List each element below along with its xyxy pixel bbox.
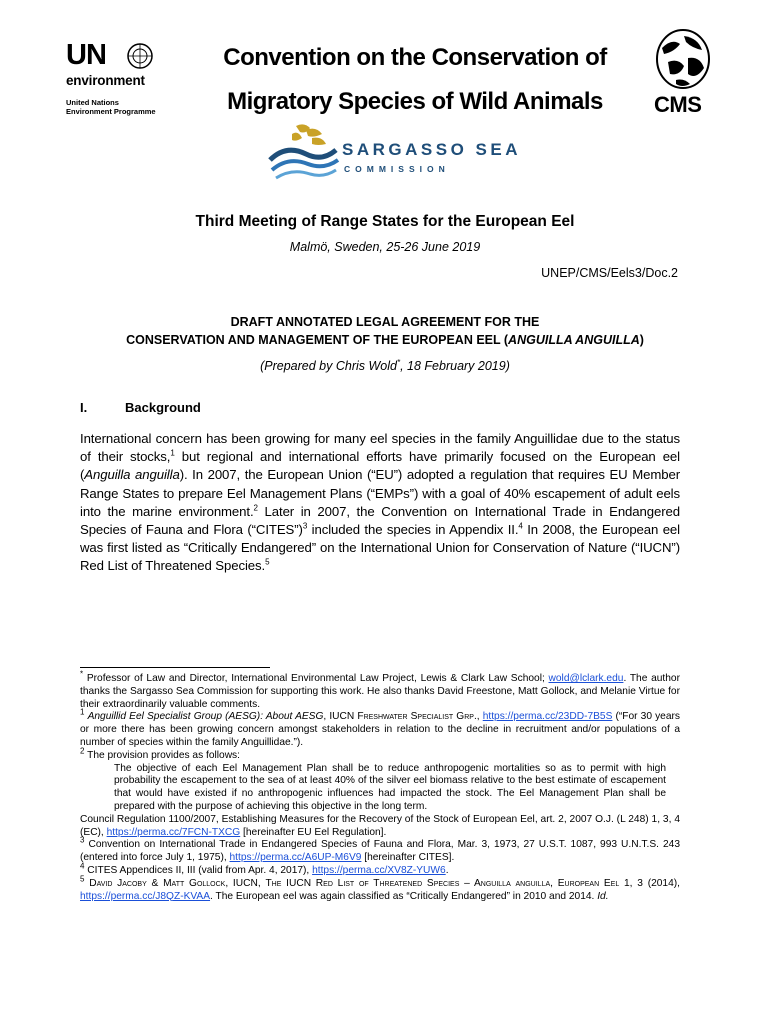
footnote-text: , (476, 711, 483, 723)
footnote-text: (“For 30 years or more there has been growing concern amongst stakeholders in relation to the decline in recruitment and/or populations of a number of species within the family Anguillidae.”). (80, 711, 680, 748)
draft-line2-species: ANGUILLA ANGUILLA (508, 333, 640, 347)
footnote-ref-5[interactable]: 5 (265, 558, 270, 568)
footnote-text: Convention on International Trade in Endangered Species of Fauna and Flora, Mar. 3, 1973, 27 U.S.T. 1087, 993 U.N.T.S. 243 (entered into force July 1, 1975), (80, 839, 680, 864)
section-number: I. (80, 400, 88, 415)
footnote-mark: 2 (80, 746, 85, 756)
email-link[interactable]: wold@lclark.edu (548, 673, 624, 684)
footnote-4 (80, 861, 680, 878)
prepared-by (0, 359, 770, 373)
background-paragraph (80, 430, 680, 576)
footnote-mark: 5 (80, 874, 85, 884)
footnote-smallcaps: David Jacoby & Matt Gollock (84, 877, 226, 889)
un-emblem-icon (126, 42, 154, 70)
un-environment-logo (66, 40, 166, 120)
footnote-italic: Id. (597, 890, 609, 902)
footnote-2-citation (80, 814, 680, 840)
footnote-star (80, 669, 680, 711)
footnote-mark: 4 (80, 861, 85, 871)
body-text-4: Later in 2007, the Convention on International Trade in Endangered Species of Fauna and Flora (“CITES”) (80, 503, 680, 538)
footnote-text: . The European eel was again classified as “Critically Endangered” in 2010 and 2014. (210, 890, 598, 902)
title-line-2: Migratory Species of Wild Animals (227, 88, 603, 115)
footnote-text: Professor of Law and Director, International Environmental Law Project, Lewis & Clark Law School; (83, 673, 549, 684)
cms-globe-icon (650, 28, 716, 90)
body-text-5: included the species in Appendix II. (307, 522, 519, 538)
sargasso-sea-logo (266, 120, 526, 190)
environment-text: environment (66, 73, 145, 88)
footnote-text: Council Regulation 1100/2007, Establishing Measures for the Recovery of the Stock of European Eel, art. 2, 2007 O.J. (L 248) 1, 3, 4 (EC), (80, 813, 680, 838)
footnote-ref-3[interactable]: 3 (302, 521, 308, 531)
perma-link-2[interactable]: https://perma.cc/7FCN-TXCG (106, 826, 241, 838)
footnote-2-quote: The objective of each Eel Management Plan shall be to reduce anthropogenic mortalities so as to permit with high probability the escapement to the sea of at least 40% of the silver eel biomass relative to the best estimate of escapement that would have existed if no anthropogenic influences had impacted the stock. The Eel Management Plan shall be prepared with the purpose of achieving this objective in the long term. (114, 762, 666, 812)
footnote-5 (80, 874, 680, 904)
footnote-1 (80, 708, 680, 749)
footnote-divider (80, 667, 270, 668)
unep-line-1: United Nations (66, 98, 119, 107)
footnote-star-ref[interactable]: * (396, 357, 401, 367)
prepared-by-date: , 18 February 2019) (400, 359, 510, 373)
footnote-ref-2[interactable]: 2 (253, 503, 258, 513)
perma-link-3[interactable]: https://perma.cc/A6UP-M6V9 (229, 852, 362, 864)
draft-title-line-2 (60, 331, 710, 349)
body-text-2: but regional and international efforts have primarily focused on the European eel ( (80, 449, 680, 483)
cms-logo (650, 28, 720, 123)
footnote-text: . (445, 864, 449, 876)
section-heading (80, 400, 201, 415)
sargasso-sub: COMMISSION (344, 164, 450, 174)
footnote-text: The provision provides as follows: (84, 749, 240, 761)
footnote-mark: 3 (80, 835, 85, 845)
sargasso-wave-icon (266, 120, 342, 190)
footnote-mark: 1 (80, 708, 85, 717)
meeting-title: Third Meeting of Range States for the European Eel (195, 213, 575, 230)
draft-line2-b: ) (639, 333, 644, 347)
body-text-6: In 2008, the European eel was first listed as “Critically Endangered” on the International Union for Conservation of Nature (“IUCN”) Red List of Threatened Species. (80, 522, 680, 574)
footnote-text: CITES Appendices II, III (valid from Apr. 4, 2017), (84, 864, 313, 876)
convention-title (190, 36, 640, 124)
footnote-text: [hereinafter EU Eel Regulation]. (240, 826, 387, 838)
sargasso-name: SARGASSO SEA (342, 140, 521, 159)
footnote-text: , IUCN (323, 711, 358, 723)
footnote-text: . The author thanks the Sargasso Sea Commission for supporting this work. He also thanks David Freestone, Matt Gollock, and Melanie Virtue for their extraordinarily valuable comments. (80, 673, 680, 710)
section-title: Background (125, 400, 201, 415)
meeting-place: Malmö, Sweden, 25-26 June 2019 (289, 240, 481, 254)
draft-title-line-1: DRAFT ANNOTATED LEGAL AGREEMENT FOR THE (230, 315, 540, 329)
unep-line-2: Environment Programme (66, 107, 156, 116)
footnote-smallcaps: The IUCN Red List of Threatened Species – Anguilla anguilla, European Eel (265, 877, 620, 889)
footnote-text: 1, 3 (2014), (619, 877, 680, 889)
perma-link-4[interactable]: https://perma.cc/XV8Z-YUW6 (312, 864, 446, 876)
footnote-ref-4[interactable]: 4 (518, 521, 523, 531)
body-text-3: ). In 2007, the European Union (“EU”) adopted a regulation that requires EU Member Range States to prepare Eel Management Plans (“EMPs”) with a goal of 40% escapement of adult eels into the marine environment. (80, 467, 680, 519)
perma-link-1[interactable]: https://perma.cc/23DD-7B5S (482, 711, 613, 723)
footnote-2 (80, 746, 680, 763)
document-reference: UNEP/CMS/Eels3/Doc.2 (541, 266, 678, 280)
title-line-1: Convention on the Conservation of (223, 44, 607, 71)
footnote-smallcaps: Freshwater Specialist Grp. (357, 711, 477, 723)
draft-title (60, 313, 710, 349)
perma-link-5[interactable]: https://perma.cc/J8QZ-KVAA (80, 890, 211, 902)
footnote-mark: * (80, 669, 84, 679)
footnote-italic: Anguillid Eel Specialist Group (AESG): About AESG (87, 711, 324, 723)
footnote-text: , IUCN, (225, 877, 266, 889)
footnote-ref-1[interactable]: 1 (170, 448, 175, 458)
footnote-text: [hereinafter CITES]. (361, 852, 455, 864)
footnote-3 (80, 835, 680, 865)
prepared-by-author: (Prepared by Chris Wold (260, 359, 397, 373)
un-logo-text: UN (66, 39, 106, 71)
draft-line2-a: CONSERVATION AND MANAGEMENT OF THE EUROPEAN EEL ( (126, 333, 509, 347)
cms-logo-text: CMS (654, 92, 702, 117)
footnotes (80, 669, 680, 903)
body-species-name: Anguilla anguilla (84, 467, 180, 483)
body-text-1: International concern has been growing for many eel species in the family Anguillidae due to the status of their stocks, (80, 431, 680, 465)
